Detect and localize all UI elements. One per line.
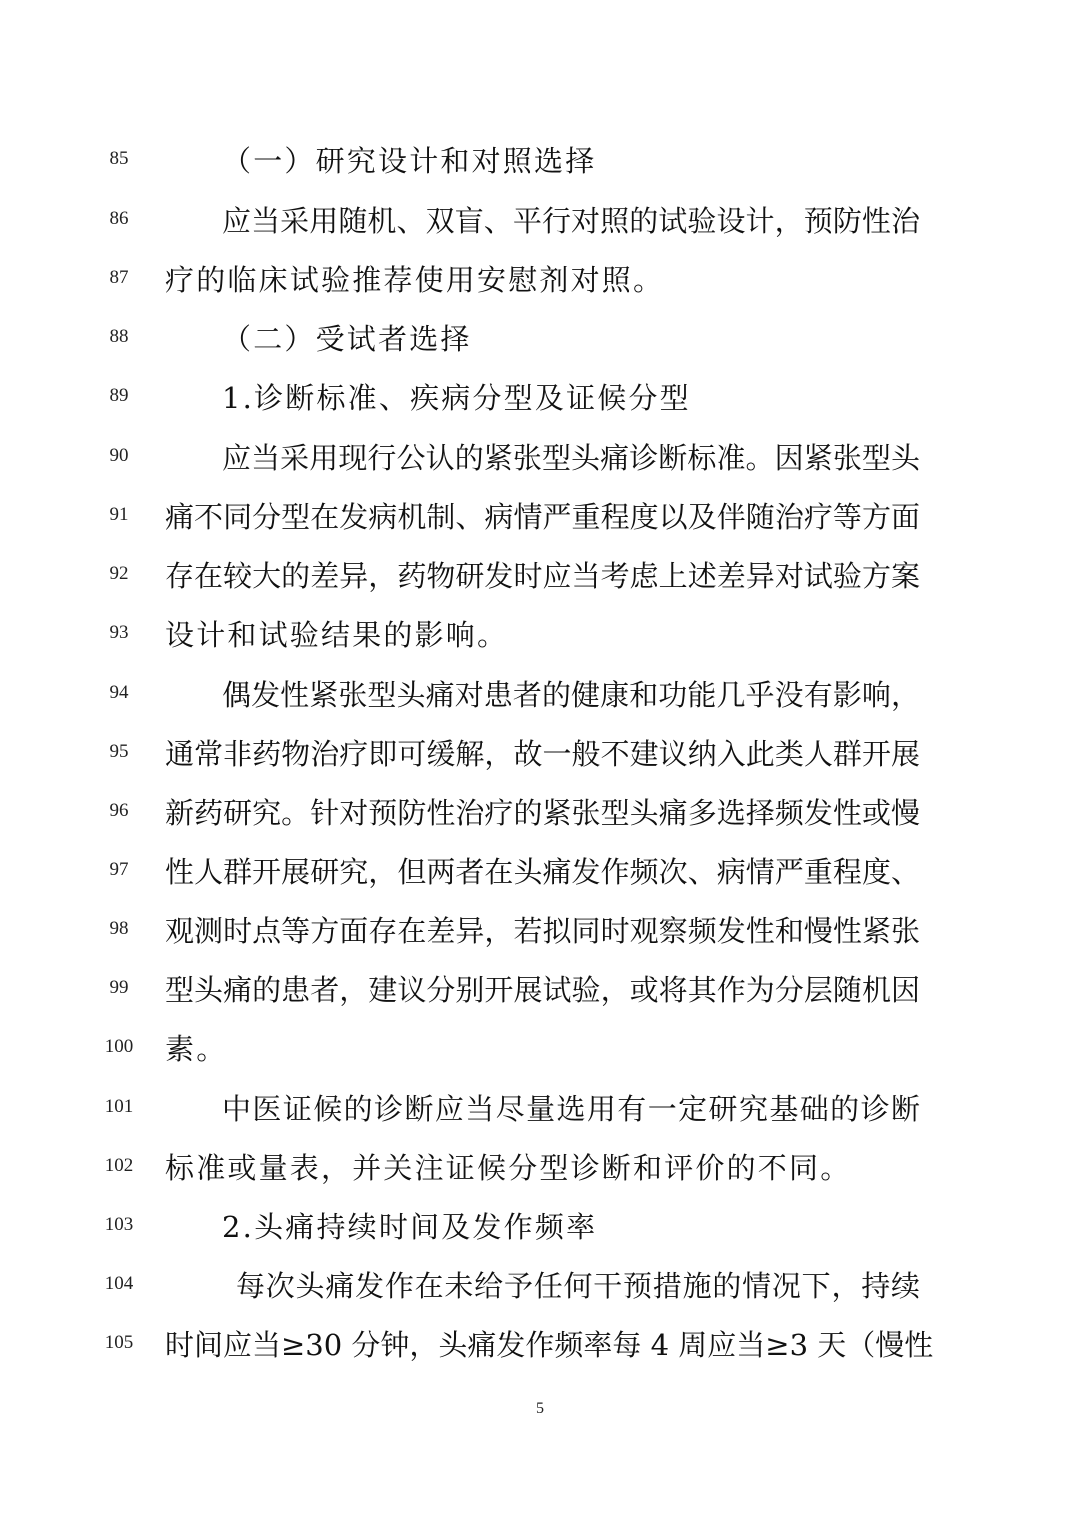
line-number: 103 bbox=[104, 1214, 134, 1235]
paragraph-text: 设计和试验结果的影响。 bbox=[165, 618, 509, 652]
line-number: 86 bbox=[109, 208, 129, 229]
line-number: 104 bbox=[104, 1273, 134, 1294]
line-number: 100 bbox=[104, 1036, 134, 1057]
text-line bbox=[0, 492, 1080, 542]
line-number: 91 bbox=[109, 504, 129, 525]
line-number: 88 bbox=[109, 326, 129, 347]
paragraph-text: 中医证候的诊断应当尽量选用有一定研究基础的诊断 bbox=[222, 1092, 920, 1126]
text-line bbox=[0, 255, 1080, 305]
paragraph-text: 疗的临床试验推荐使用安慰剂对照。 bbox=[165, 263, 665, 297]
text-line bbox=[0, 1261, 1080, 1311]
line-number: 102 bbox=[104, 1155, 134, 1176]
paragraph-text: 存在较大的差异，药物研发时应当考虑上述差异对试验方案 bbox=[165, 559, 920, 593]
text-line bbox=[0, 729, 1080, 779]
text-line bbox=[0, 1202, 1080, 1252]
line-number: 90 bbox=[109, 445, 129, 466]
paragraph-text: 应当采用随机、双盲、平行对照的试验设计，预防性治 bbox=[222, 204, 920, 238]
section-heading: （一）研究设计和对照选择 bbox=[222, 144, 597, 178]
line-number: 97 bbox=[109, 859, 129, 880]
text-line bbox=[0, 196, 1080, 246]
text-line bbox=[0, 670, 1080, 720]
text-line bbox=[0, 1084, 1080, 1134]
text-line bbox=[0, 551, 1080, 601]
line-number: 93 bbox=[109, 622, 129, 643]
paragraph-text: 每次头痛发作在未给予任何干预措施的情况下，持续 bbox=[236, 1269, 920, 1303]
subsection-heading: 1.诊断标准、疾病分型及证候分型 bbox=[222, 381, 691, 415]
text-line bbox=[0, 965, 1080, 1015]
text-line bbox=[0, 136, 1080, 186]
text-line bbox=[0, 1143, 1080, 1193]
text-line bbox=[0, 373, 1080, 423]
paragraph-text: 通常非药物治疗即可缓解，故一般不建议纳入此类人群开展 bbox=[165, 737, 920, 771]
text-line bbox=[0, 314, 1080, 364]
paragraph-text: 应当采用现行公认的紧张型头痛诊断标准。因紧张型头 bbox=[222, 441, 920, 475]
paragraph-text: 痛不同分型在发病机制、病情严重程度以及伴随治疗等方面 bbox=[165, 500, 920, 534]
line-number: 101 bbox=[104, 1096, 134, 1117]
line-number: 94 bbox=[109, 682, 129, 703]
paragraph-text: 时间应当≥30 分钟，头痛发作频率每 4 周应当≥3 天（慢性 bbox=[165, 1328, 934, 1362]
paragraph-text: 新药研究。针对预防性治疗的紧张型头痛多选择频发性或慢 bbox=[165, 796, 920, 830]
line-number: 105 bbox=[104, 1332, 134, 1353]
text-line bbox=[0, 1320, 1080, 1370]
text-line bbox=[0, 610, 1080, 660]
text-line bbox=[0, 847, 1080, 897]
line-number: 96 bbox=[109, 800, 129, 821]
paragraph-text: 型头痛的患者，建议分别开展试验，或将其作为分层随机因 bbox=[165, 973, 920, 1007]
paragraph-text: 素。 bbox=[165, 1032, 228, 1066]
paragraph-text: 观测时点等方面存在差异，若拟同时观察频发性和慢性紧张 bbox=[165, 914, 920, 948]
text-line bbox=[0, 1024, 1080, 1074]
line-number: 87 bbox=[109, 267, 129, 288]
line-number: 98 bbox=[109, 918, 129, 939]
line-number: 92 bbox=[109, 563, 129, 584]
line-number: 89 bbox=[109, 385, 129, 406]
line-number: 99 bbox=[109, 977, 129, 998]
paragraph-text: 性人群开展研究，但两者在头痛发作频次、病情严重程度、 bbox=[165, 855, 920, 889]
section-heading: （二）受试者选择 bbox=[222, 322, 472, 356]
paragraph-text: 偶发性紧张型头痛对患者的健康和功能几乎没有影响， bbox=[222, 678, 920, 712]
subsection-heading: 2.头痛持续时间及发作频率 bbox=[222, 1210, 598, 1244]
paragraph-text: 标准或量表，并关注证候分型诊断和评价的不同。 bbox=[165, 1151, 852, 1185]
page-number: 5 bbox=[536, 1400, 544, 1417]
line-number: 85 bbox=[109, 148, 129, 169]
text-line bbox=[0, 906, 1080, 956]
text-line bbox=[0, 788, 1080, 838]
line-number: 95 bbox=[109, 741, 129, 762]
text-line bbox=[0, 433, 1080, 483]
